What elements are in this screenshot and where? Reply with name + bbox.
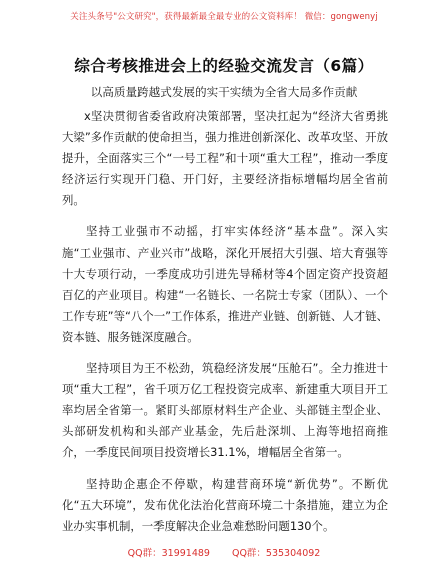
document-subtitle: 以高质量跨越式发展的实干实绩为全省大局多作贡献 bbox=[90, 85, 358, 99]
document-body bbox=[62, 106, 388, 547]
footer-qq-group-2: QQ群：535304092 bbox=[231, 548, 321, 559]
document-title: 综合考核推进会上的经验交流发言（6篇） bbox=[74, 57, 374, 75]
paragraph-3: 坚持项目为王不松劲，筑稳经济发展“压舱石”。全力推进十项“重大工程”，省千项万亿工程投资完成率、新建重大项目开工率均居全省第一。紧盯头部原材料生产企业、头部链主型企业、头部研发机构和头部产业基金，先后赴深圳、上海等地招商推介，一季度民间项目投资增长31.1%，增幅居全省第一。 bbox=[62, 361, 388, 460]
footer bbox=[0, 545, 448, 559]
paragraph-1: x坚决贯彻省委省政府决策部署，坚决扛起为“经济大省勇挑大梁”多作贡献的使命担当，强力推进创新深化、改革攻坚、开放提升，全面落实三个“一号工程”和十项“重大工程”，推动一季度经济运行实现开门稳、开门好，主要经济指标增幅均居全省前列。 bbox=[62, 109, 388, 208]
footer-qq-group-1: QQ群：31991489 bbox=[127, 548, 210, 559]
top-banner: 关注头条号"公文研究"，获得最新最全最专业的公文资料库！ 微信：gongwenyj bbox=[70, 12, 378, 22]
paragraph-4: 坚持助企惠企不停歇，构建营商环境“新优势”。不断优化“五大环境”，发布优化法治化营商环境二十条措施，建立为企业办实事机制，一季度解决企业急难愁盼问题130个。 bbox=[62, 476, 388, 533]
paragraph-2: 坚持工业强市不动摇，打牢实体经济“基本盘”。深入实施“工业强市、产业兴市”战略，深化开展招大引强、培大育强等十大专项行动，一季度成功引进先导稀材等4个固定资产投资超百亿的产业项目。构建“一名链长、一名院士专家（团队）、一个工作专班”等“八个一”工作体系，推进产业链、创新链、人才链、资本链、服务链深度融合。 bbox=[62, 224, 388, 344]
